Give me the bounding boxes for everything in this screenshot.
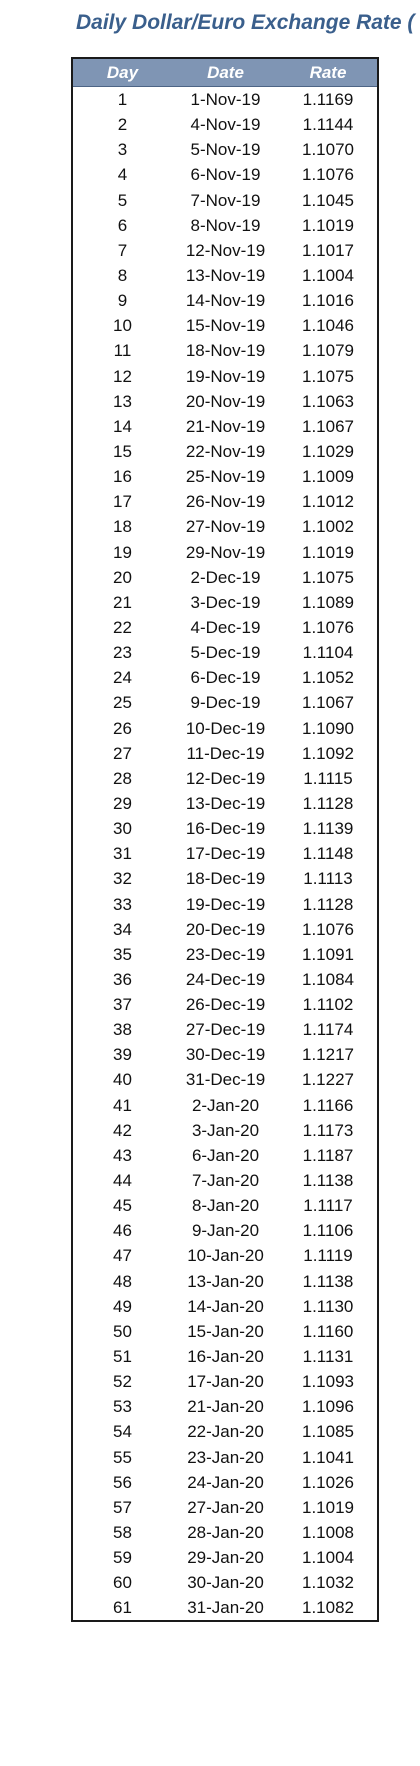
table-row xyxy=(73,690,377,715)
cell-date: 20-Nov-19 xyxy=(185,391,266,411)
table-row xyxy=(73,414,377,439)
cell-date: 2-Dec-19 xyxy=(190,567,261,587)
cell-day: 41 xyxy=(113,1095,132,1115)
cell-rate: 1.1045 xyxy=(302,190,354,210)
cell-rate: 1.1032 xyxy=(302,1573,354,1593)
cell-day: 6 xyxy=(117,215,128,235)
cell-date: 20-Dec-19 xyxy=(185,919,266,939)
table-row xyxy=(73,439,377,464)
cell-date: 28-Jan-20 xyxy=(187,1523,264,1543)
cell-date: 31-Dec-19 xyxy=(185,1070,266,1090)
cell-date: 9-Dec-19 xyxy=(190,693,261,713)
cell-date: 8-Nov-19 xyxy=(190,215,261,235)
cell-rate: 1.1008 xyxy=(302,1523,354,1543)
cell-day: 39 xyxy=(113,1045,132,1065)
cell-day: 42 xyxy=(113,1120,132,1140)
cell-date: 11-Dec-19 xyxy=(186,743,265,763)
cell-rate: 1.1092 xyxy=(302,743,354,763)
cell-day: 9 xyxy=(117,291,128,311)
table-row xyxy=(73,665,377,690)
cell-day: 1 xyxy=(117,90,128,109)
table-row xyxy=(73,112,377,137)
cell-rate: 1.1002 xyxy=(302,517,354,537)
column-header-rate: Rate xyxy=(309,63,347,82)
cell-rate: 1.1076 xyxy=(302,919,354,939)
cell-rate: 1.1166 xyxy=(302,1095,354,1115)
cell-rate: 1.1160 xyxy=(302,1321,354,1341)
cell-rate: 1.1115 xyxy=(303,768,353,788)
cell-rate: 1.1017 xyxy=(302,240,354,260)
cell-day: 47 xyxy=(113,1246,132,1266)
cell-date: 27-Jan-20 xyxy=(187,1497,264,1517)
table-row xyxy=(73,364,377,389)
cell-rate: 1.1131 xyxy=(302,1347,354,1367)
cell-day: 16 xyxy=(113,467,132,487)
cell-rate: 1.1104 xyxy=(302,643,354,663)
table-row xyxy=(73,1017,377,1042)
cell-day: 40 xyxy=(113,1070,132,1090)
cell-day: 46 xyxy=(113,1221,132,1241)
cell-date: 14-Jan-20 xyxy=(187,1296,264,1316)
cell-day: 32 xyxy=(113,869,132,889)
cell-rate: 1.1046 xyxy=(302,316,354,336)
cell-day: 26 xyxy=(113,718,132,738)
exchange-rate-table xyxy=(71,57,379,1622)
table-row xyxy=(73,338,377,363)
cell-day: 11 xyxy=(113,341,132,361)
cell-rate: 1.1004 xyxy=(302,1548,354,1568)
cell-day: 59 xyxy=(113,1548,132,1568)
table-row xyxy=(73,766,377,791)
cell-day: 30 xyxy=(113,819,132,839)
table-row xyxy=(73,967,377,992)
cell-rate: 1.1187 xyxy=(302,1145,354,1165)
table-header-row xyxy=(73,59,377,87)
cell-day: 22 xyxy=(113,617,132,637)
cell-rate: 1.1148 xyxy=(302,844,354,864)
table-row xyxy=(73,892,377,917)
cell-date: 18-Nov-19 xyxy=(185,341,266,361)
cell-rate: 1.1019 xyxy=(302,215,354,235)
cell-day: 4 xyxy=(117,165,128,185)
cell-rate: 1.1012 xyxy=(302,492,354,512)
cell-day: 44 xyxy=(113,1171,132,1191)
cell-rate: 1.1138 xyxy=(302,1271,354,1291)
cell-rate: 1.1067 xyxy=(302,693,354,713)
cell-rate: 1.1070 xyxy=(302,140,354,160)
cell-date: 7-Nov-19 xyxy=(190,190,261,210)
table-row xyxy=(73,1067,377,1092)
cell-day: 23 xyxy=(113,643,132,663)
cell-rate: 1.1076 xyxy=(302,617,354,637)
table-row xyxy=(73,389,377,414)
cell-rate: 1.1019 xyxy=(302,1497,354,1517)
cell-date: 12-Nov-19 xyxy=(185,240,266,260)
cell-date: 10-Dec-19 xyxy=(185,718,266,738)
cell-day: 33 xyxy=(113,894,132,914)
cell-day: 25 xyxy=(113,693,132,713)
cell-day: 20 xyxy=(113,567,132,587)
cell-rate: 1.1091 xyxy=(302,944,354,964)
cell-date: 16-Dec-19 xyxy=(185,819,266,839)
table-row xyxy=(73,1570,377,1595)
cell-day: 55 xyxy=(113,1447,132,1467)
cell-rate: 1.1082 xyxy=(302,1598,354,1618)
table-row xyxy=(73,288,377,313)
cell-date: 25-Nov-19 xyxy=(185,467,266,487)
cell-day: 15 xyxy=(113,441,132,461)
sheet-title: Daily Dollar/Euro Exchange Rate ( xyxy=(76,11,415,34)
cell-day: 58 xyxy=(113,1523,132,1543)
cell-date: 21-Nov-19 xyxy=(185,416,266,436)
cell-date: 26-Dec-19 xyxy=(185,995,266,1015)
cell-rate: 1.1217 xyxy=(302,1045,354,1065)
cell-date: 1-Nov-19 xyxy=(190,90,261,109)
cell-day: 50 xyxy=(113,1321,132,1341)
table-row xyxy=(73,1470,377,1495)
cell-day: 51 xyxy=(113,1347,132,1367)
table-row xyxy=(73,1369,377,1394)
cell-date: 13-Jan-20 xyxy=(187,1271,264,1291)
table-row xyxy=(73,1193,377,1218)
cell-date: 29-Jan-20 xyxy=(187,1548,264,1568)
cell-day: 8 xyxy=(117,265,128,285)
table-row xyxy=(73,1394,377,1419)
cell-rate: 1.1016 xyxy=(302,291,354,311)
cell-date: 27-Nov-19 xyxy=(185,517,266,537)
cell-day: 5 xyxy=(117,190,128,210)
cell-day: 60 xyxy=(113,1573,132,1593)
cell-date: 22-Jan-20 xyxy=(187,1422,264,1442)
table-row xyxy=(73,1118,377,1143)
cell-day: 52 xyxy=(113,1372,132,1392)
cell-rate: 1.1090 xyxy=(302,718,354,738)
cell-rate: 1.1019 xyxy=(302,542,354,562)
cell-rate: 1.1144 xyxy=(302,115,354,135)
cell-rate: 1.1029 xyxy=(302,441,354,461)
table-row xyxy=(73,540,377,565)
cell-day: 10 xyxy=(113,316,132,336)
table-row xyxy=(73,263,377,288)
table-row xyxy=(73,1495,377,1520)
table-row xyxy=(73,866,377,891)
cell-rate: 1.1174 xyxy=(302,1020,354,1040)
cell-rate: 1.1063 xyxy=(302,391,354,411)
cell-rate: 1.1052 xyxy=(302,668,354,688)
cell-rate: 1.1113 xyxy=(303,869,353,889)
table-row xyxy=(73,1445,377,1470)
table-row xyxy=(73,213,377,238)
table-row xyxy=(73,188,377,213)
cell-day: 36 xyxy=(113,969,132,989)
cell-rate: 1.1169 xyxy=(302,90,354,109)
cell-date: 19-Dec-19 xyxy=(185,894,266,914)
cell-day: 12 xyxy=(113,366,132,386)
table-row xyxy=(73,1520,377,1545)
cell-rate: 1.1085 xyxy=(302,1422,354,1442)
cell-day: 17 xyxy=(113,492,132,512)
cell-day: 48 xyxy=(113,1271,132,1291)
cell-rate: 1.1076 xyxy=(302,165,354,185)
cell-rate: 1.1009 xyxy=(302,467,354,487)
table-row xyxy=(73,590,377,615)
table-row xyxy=(73,137,377,162)
cell-day: 21 xyxy=(113,592,132,612)
cell-date: 13-Dec-19 xyxy=(185,793,266,813)
cell-date: 21-Jan-20 xyxy=(187,1397,264,1417)
table-row xyxy=(73,1243,377,1268)
cell-rate: 1.1139 xyxy=(302,819,354,839)
cell-date: 27-Dec-19 xyxy=(185,1020,266,1040)
cell-date: 24-Jan-20 xyxy=(187,1472,264,1492)
cell-day: 29 xyxy=(113,793,132,813)
table-row xyxy=(73,1595,377,1620)
cell-date: 22-Nov-19 xyxy=(185,441,266,461)
cell-day: 24 xyxy=(113,668,132,688)
table-row xyxy=(73,87,377,112)
table-row xyxy=(73,615,377,640)
column-header-date: Date xyxy=(207,63,244,82)
table-row xyxy=(73,917,377,942)
cell-day: 34 xyxy=(113,919,132,939)
table-row xyxy=(73,565,377,590)
table-row xyxy=(73,992,377,1017)
cell-date: 7-Jan-20 xyxy=(191,1171,260,1191)
cell-day: 54 xyxy=(113,1422,132,1442)
table-row xyxy=(73,1294,377,1319)
cell-date: 10-Jan-20 xyxy=(187,1246,264,1266)
cell-date: 17-Dec-19 xyxy=(185,844,266,864)
cell-date: 6-Jan-20 xyxy=(191,1145,260,1165)
cell-rate: 1.1004 xyxy=(302,265,354,285)
cell-date: 16-Jan-20 xyxy=(187,1347,264,1367)
cell-date: 15-Jan-20 xyxy=(187,1321,264,1341)
cell-day: 35 xyxy=(113,944,132,964)
cell-rate: 1.1138 xyxy=(302,1171,354,1191)
cell-day: 38 xyxy=(113,1020,132,1040)
cell-date: 29-Nov-19 xyxy=(185,542,266,562)
cell-day: 56 xyxy=(113,1472,132,1492)
cell-rate: 1.1096 xyxy=(302,1397,354,1417)
cell-date: 4-Nov-19 xyxy=(190,115,261,135)
cell-date: 4-Dec-19 xyxy=(190,617,261,637)
cell-day: 53 xyxy=(113,1397,132,1417)
table-row xyxy=(73,716,377,741)
cell-date: 17-Jan-20 xyxy=(187,1372,264,1392)
cell-date: 5-Nov-19 xyxy=(190,140,261,160)
table-row xyxy=(73,162,377,187)
cell-day: 49 xyxy=(113,1296,132,1316)
table-row xyxy=(73,514,377,539)
table-row xyxy=(73,313,377,338)
cell-date: 30-Dec-19 xyxy=(185,1045,266,1065)
cell-day: 2 xyxy=(117,115,128,135)
table-row xyxy=(73,1093,377,1118)
table-body xyxy=(73,87,377,1621)
cell-date: 24-Dec-19 xyxy=(185,969,266,989)
cell-date: 26-Nov-19 xyxy=(185,492,266,512)
table-row xyxy=(73,741,377,766)
cell-rate: 1.1075 xyxy=(302,567,354,587)
cell-rate: 1.1026 xyxy=(302,1472,354,1492)
table-row xyxy=(73,489,377,514)
table-row xyxy=(73,1419,377,1444)
cell-rate: 1.1227 xyxy=(302,1070,354,1090)
cell-day: 57 xyxy=(113,1497,132,1517)
cell-day: 18 xyxy=(113,517,132,537)
table-row xyxy=(73,1344,377,1369)
cell-rate: 1.1089 xyxy=(302,592,354,612)
cell-date: 23-Dec-19 xyxy=(185,944,266,964)
cell-rate: 1.1130 xyxy=(302,1296,354,1316)
table-row xyxy=(73,1042,377,1067)
cell-day: 7 xyxy=(117,240,128,260)
cell-date: 31-Jan-20 xyxy=(187,1598,264,1618)
table-row xyxy=(73,1143,377,1168)
cell-rate: 1.1084 xyxy=(302,969,354,989)
table-row xyxy=(73,841,377,866)
cell-rate: 1.1093 xyxy=(302,1372,354,1392)
table-row xyxy=(73,238,377,263)
cell-day: 28 xyxy=(113,768,132,788)
cell-rate: 1.1173 xyxy=(302,1120,354,1140)
cell-day: 3 xyxy=(117,140,128,160)
table-row xyxy=(73,791,377,816)
cell-rate: 1.1075 xyxy=(302,366,354,386)
cell-rate: 1.1119 xyxy=(303,1246,353,1266)
cell-rate: 1.1102 xyxy=(302,995,354,1015)
cell-date: 3-Dec-19 xyxy=(190,592,261,612)
cell-date: 6-Nov-19 xyxy=(190,165,261,185)
table-row xyxy=(73,1218,377,1243)
table-row xyxy=(73,1319,377,1344)
cell-day: 31 xyxy=(113,844,132,864)
cell-rate: 1.1041 xyxy=(302,1447,354,1467)
cell-rate: 1.1117 xyxy=(303,1196,353,1216)
cell-date: 8-Jan-20 xyxy=(191,1196,260,1216)
cell-day: 13 xyxy=(113,391,132,411)
cell-date: 3-Jan-20 xyxy=(191,1120,260,1140)
table-row xyxy=(73,464,377,489)
cell-date: 13-Nov-19 xyxy=(185,265,266,285)
cell-date: 9-Jan-20 xyxy=(191,1221,260,1241)
cell-rate: 1.1067 xyxy=(302,416,354,436)
cell-date: 14-Nov-19 xyxy=(185,291,266,311)
cell-date: 18-Dec-19 xyxy=(185,869,266,889)
cell-date: 5-Dec-19 xyxy=(190,643,261,663)
cell-day: 19 xyxy=(113,542,132,562)
cell-date: 12-Dec-19 xyxy=(185,768,266,788)
cell-date: 2-Jan-20 xyxy=(191,1095,260,1115)
cell-rate: 1.1106 xyxy=(302,1221,354,1241)
column-header-day: Day xyxy=(106,63,139,82)
cell-day: 27 xyxy=(113,743,132,763)
cell-day: 14 xyxy=(113,416,132,436)
cell-date: 15-Nov-19 xyxy=(185,316,266,336)
cell-date: 30-Jan-20 xyxy=(187,1573,264,1593)
cell-rate: 1.1128 xyxy=(302,793,354,813)
cell-day: 61 xyxy=(113,1598,132,1618)
cell-date: 23-Jan-20 xyxy=(187,1447,264,1467)
table-row xyxy=(73,942,377,967)
table-row xyxy=(73,640,377,665)
table-row xyxy=(73,1168,377,1193)
cell-day: 37 xyxy=(113,995,132,1015)
cell-date: 6-Dec-19 xyxy=(190,668,261,688)
table-row xyxy=(73,1269,377,1294)
cell-day: 45 xyxy=(113,1196,132,1216)
cell-day: 43 xyxy=(113,1145,132,1165)
table-row xyxy=(73,1545,377,1570)
table-row xyxy=(73,816,377,841)
cell-rate: 1.1079 xyxy=(302,341,354,361)
cell-date: 19-Nov-19 xyxy=(185,366,266,386)
cell-rate: 1.1128 xyxy=(302,894,354,914)
